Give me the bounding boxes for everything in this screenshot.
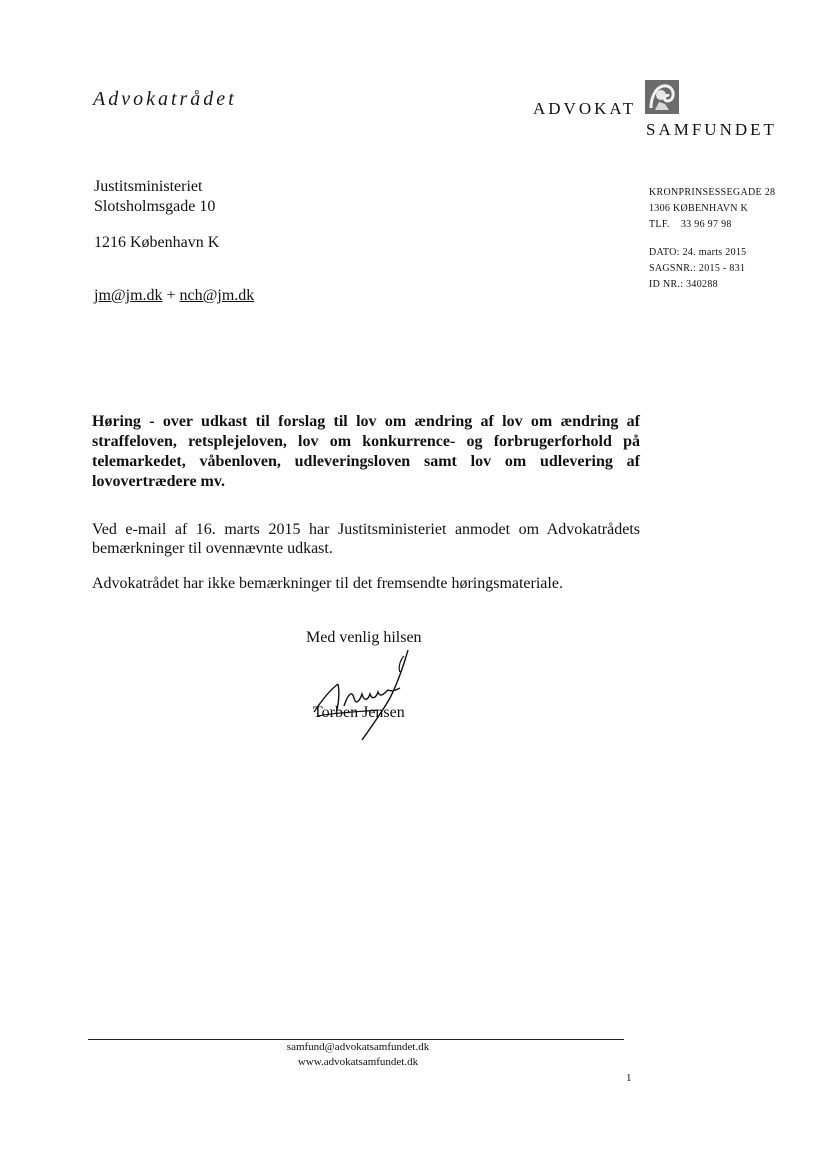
- letter-date: DATO: 24. marts 2015: [649, 247, 747, 258]
- case-number: SAGSNR.: 2015 - 831: [649, 263, 746, 274]
- closing-greeting: Med venlig hilsen: [306, 629, 422, 646]
- logo-text-advokat: ADVOKAT: [533, 99, 637, 118]
- email-link-jm[interactable]: jm@jm.dk: [94, 287, 163, 304]
- footer-website[interactable]: www.advokatsamfundet.dk: [297, 1056, 419, 1068]
- sender-address-block: [649, 185, 775, 233]
- logo-text-samfundet: SAMFUNDET: [646, 120, 777, 139]
- email-separator: +: [162, 287, 180, 304]
- sender-phone: TLF. 33 96 97 98: [649, 219, 732, 230]
- footer-email[interactable]: samfund@advokatsamfundet.dk: [286, 1041, 430, 1053]
- recipient-name: Justitsministeriet: [94, 178, 203, 195]
- recipient-address: [94, 177, 215, 217]
- sender-city: 1306 KØBENHAVN K: [649, 203, 749, 214]
- footer-divider: [88, 1039, 624, 1040]
- handwritten-signature-icon: [308, 650, 418, 745]
- letter-subject: Høring - over udkast til forslag til lov om ændring af lov om ændring af straffeloven, retsplejeloven, lov om konkurrence- og forbrugerforhold på telemarkedet, våbenloven, udleveringsloven samt lov om udlevering af lovovertrædere mv.: [92, 413, 640, 490]
- recipient-street: Slotsholmsgade 10: [94, 198, 216, 215]
- sender-name: Advokatrådet: [93, 88, 237, 110]
- sender-street: KRONPRINSESSEGADE 28: [649, 187, 776, 198]
- recipient-emails: [94, 287, 254, 305]
- email-link-nch[interactable]: nch@jm.dk: [179, 287, 255, 304]
- society-emblem-icon: [645, 80, 679, 114]
- body-paragraph-1: Ved e-mail af 16. marts 2015 har Justitsministeriet anmodet om Advokatrådets bemærkninger til ovennævnte udkast.: [92, 521, 640, 557]
- recipient-city: 1216 København K: [94, 234, 220, 251]
- signer-name: Torben Jensen: [313, 704, 405, 721]
- id-number: ID NR.: 340288: [649, 279, 718, 290]
- letter-metadata-block: [649, 245, 746, 293]
- body-paragraph-2: Advokatrådet har ikke bemærkninger til det fremsendte høringsmateriale.: [92, 575, 563, 592]
- page-number: 1: [626, 1072, 632, 1084]
